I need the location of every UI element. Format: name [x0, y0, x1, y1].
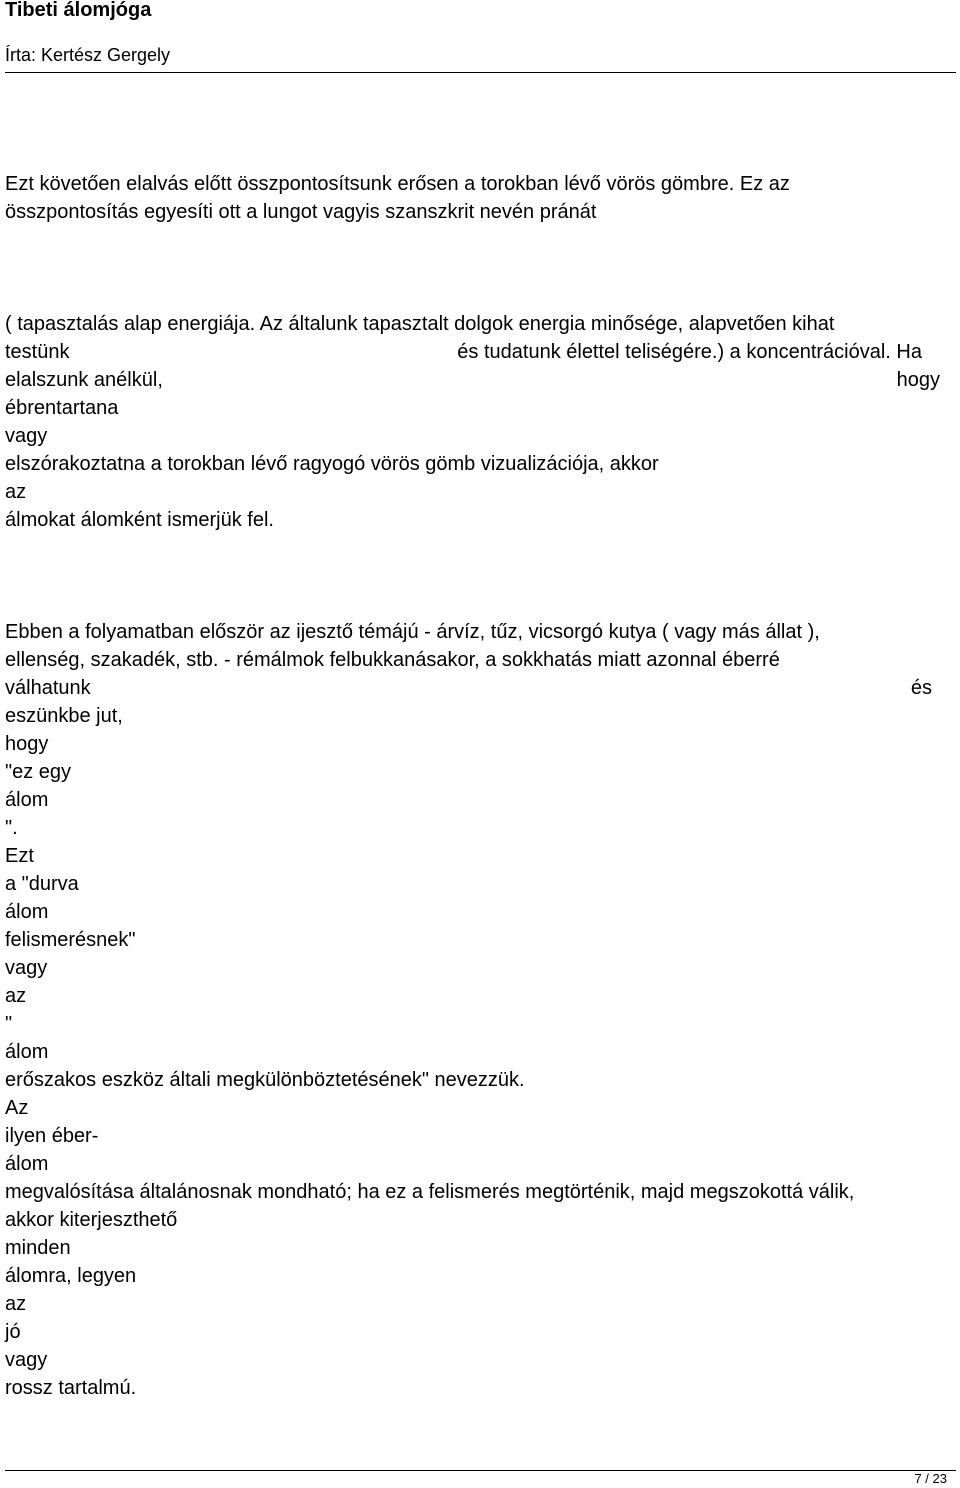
paragraph-3-line: vagy	[5, 957, 48, 979]
paragraph-3-line: "	[5, 1013, 13, 1035]
header-divider	[5, 72, 956, 73]
paragraph-2-line-2-right: és tudatunk élettel teliségére.) a koncentrációval. Ha	[457, 341, 922, 363]
paragraph-3-line: álom	[5, 789, 49, 811]
paragraph-3-line: akkor kiterjeszthető	[5, 1209, 178, 1231]
paragraph-2-line-6: elszórakoztatna a torokban lévő ragyogó vörös gömb vizualizációja, akkor	[5, 453, 659, 475]
paragraph-2-line-2-left: testünk	[5, 341, 70, 363]
paragraph-3-line: ilyen éber-	[5, 1125, 99, 1147]
paragraph-3-line-1: Ebben a folyamatban először az ijesztő témájú - árvíz, tűz, vicsorgó kutya ( vagy más állat ),	[5, 621, 820, 643]
paragraph-2-line-8: álmokat álomként ismerjük fel.	[5, 509, 274, 531]
paragraph-3-line: hogy	[5, 733, 49, 755]
paragraph-3-line: az	[5, 985, 27, 1007]
paragraph-3-line: Ezt	[5, 845, 34, 867]
paragraph-2-line-7: az	[5, 481, 27, 503]
paragraph-3-line: Az	[5, 1097, 29, 1119]
paragraph-2-line-3-left: elalszunk anélkül,	[5, 369, 163, 391]
paragraph-3-line: erőszakos eszköz általi megkülönböztetésének" nevezzük.	[5, 1069, 525, 1091]
paragraph-3-line: álom	[5, 1041, 49, 1063]
paragraph-3-line: álom	[5, 1153, 49, 1175]
paragraph-3-line: felismerésnek"	[5, 929, 136, 951]
paragraph-3-line: az	[5, 1293, 27, 1315]
paragraph-3-line: "ez egy	[5, 761, 72, 783]
paragraph-3-line-3-right: és	[910, 677, 932, 699]
paragraph-1-line-2: összpontosítás egyesíti ott a lungot vagyis szanszkrit nevén pránát	[5, 201, 597, 223]
page-number: 7 / 23	[914, 1471, 947, 1486]
paragraph-2-line-1: ( tapasztalás alap energiája. Az általunk tapasztalt dolgok energia minősége, alapvetően kihat	[5, 313, 835, 335]
paragraph-3-line: ".	[5, 817, 18, 839]
paragraph-3-line: vagy	[5, 1349, 48, 1371]
paragraph-3-line: álomra, legyen	[5, 1265, 137, 1287]
paragraph-2-line-5: vagy	[5, 425, 48, 447]
paragraph-3-line: megvalósítása általánosnak mondható; ha ez a felismerés megtörténik, majd megszokottá válik,	[5, 1181, 855, 1203]
author-line: Írta: Kertész Gergely	[5, 45, 171, 65]
paragraph-1-line-1: Ezt követően elalvás előtt összpontosítsunk erősen a torokban lévő vörös gömbre. Ez az	[5, 173, 790, 195]
paragraph-3-line: eszünkbe jut,	[5, 705, 123, 727]
paragraph-3-line-3-left: válhatunk	[5, 677, 91, 699]
paragraph-3-line: jó	[5, 1321, 21, 1343]
footer-divider	[5, 1470, 956, 1471]
paragraph-2-line-4: ébrentartana	[5, 397, 119, 419]
paragraph-3-line: a "durva	[5, 873, 79, 895]
paragraph-3-line-2: ellenség, szakadék, stb. - rémálmok felbukkanásakor, a sokkhatás miatt azonnal éberré	[5, 649, 780, 671]
paragraph-2-line-3-right: hogy	[896, 369, 940, 391]
page-title: Tibeti álomjóga	[5, 0, 152, 21]
paragraph-3-line: minden	[5, 1237, 71, 1259]
paragraph-3-line: álom	[5, 901, 49, 923]
paragraph-3-line: rossz tartalmú.	[5, 1377, 137, 1399]
